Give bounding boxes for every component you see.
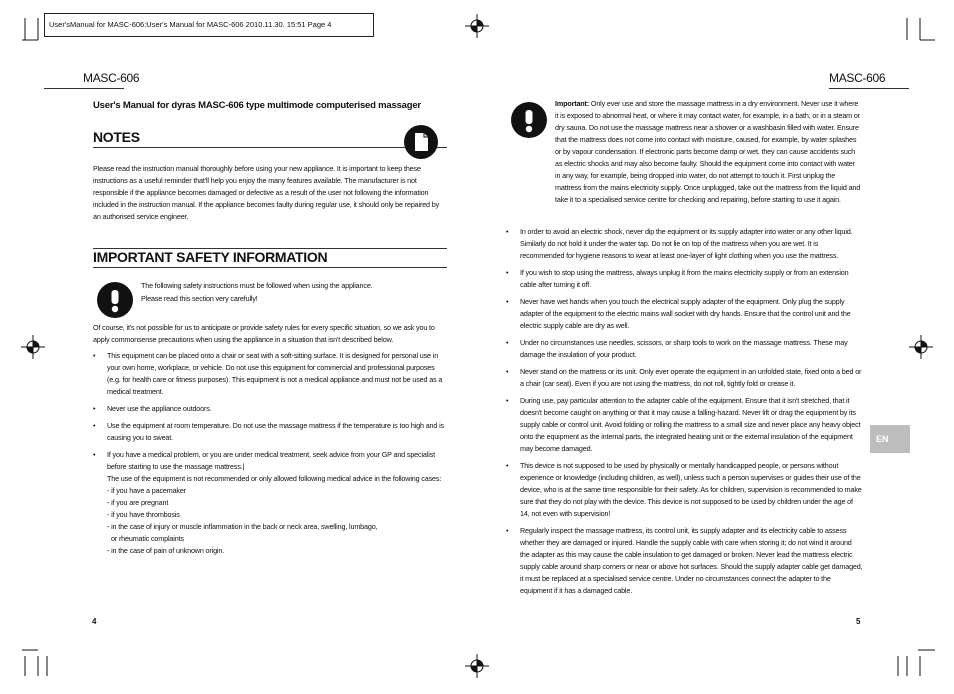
important-text: Only ever use and store the massage mattress in a dry environment. Never use it where it is exposed to abnormal heat, or where it may contact water, for example, in a bath, or in a steam or dry sauna. Do not use the massage mattress near a shower or a washbasin filled with water. Ensure that the mattress does not come into contact with moisture, caused, for example, by water splashes or by vapour condensation. If electronic parts become damp or wet, they can cause accidents such as electric shocks and may also become faulty. Should the equipment come into contact with water in any way, for example, being dropped into water, do not attempt to touch it. First unplug the mattress from the mains electricity supply. Once unplugged, take out the mattress from the liquid and take it to a specialised service centre for checking and repairing, before starting to use it again. (555, 99, 861, 204)
list-item: • If you wish to stop using the mattress, always unplug it from the mains electricity supply or from an extension cable after turning it off. (506, 267, 863, 291)
model-name-left: MASC-606 (83, 71, 140, 85)
case-item: - in the case of pain of unknown origin. (107, 546, 225, 555)
page-number-left: 4 (92, 617, 97, 626)
manual-title: User's Manual for dyras MASC-606 type multimode computerised massager (93, 100, 421, 111)
left-bullet-list (93, 350, 447, 562)
case-item: - in the case of injury or muscle inflammation in the back or neck area, swelling, lumbago, (107, 522, 378, 531)
model-name-right: MASC-606 (829, 71, 886, 85)
safety-paragraph: Of course, it's not possible for us to anticipate or provide safety rules for every specific situation, so we ask you to apply commonsense precautions when using the appliance in a situation that isn't described below. (93, 323, 435, 344)
case-item: - if you have thrombosis (107, 510, 180, 519)
list-item: • Never stand on the mattress or its unit. Only ever operate the equipment in an unfolded state, fixed onto a bed or a chair (car seat). Even if you are not using the mattress, do not roll, tightly fold or crease it. (506, 366, 863, 390)
exclamation-icon (511, 102, 547, 138)
list-item: • During use, pay particular attention to the adapter cable of the equipment. Ensure that it isn't stretched, that it doesn't become caught on anything or that it may cause a falling-hazard. Never lift or drag the equipment by its supply cable or control unit. Avoid folding or rolling the mattress to a small size and never place any heavy object onto the equipment as the internal parts, the integrated heating unit or the external insulation of the equipment may become damaged. (506, 395, 863, 455)
list-item: • This device is not supposed to be used by physically or mentally handicapped people, or persons without experience or knowledge (including children, as well), unless such a person supervises or guides their use of the device, who is at the same time responsible for their safety. As for children, supervision is recommended to make sure that they do not play with the device. This device is not supposed to be used by children under the age of 14, not even with supervision! (506, 460, 863, 520)
document-icon (404, 125, 438, 159)
list-item: • In order to avoid an electric shock, never dip the equipment or its supply adapter into water or any other liquid. Similarly do not hold it under the water tap. Do not lie on top of the mattress when you are wet. It is recommended for hygiene reasons to wear at least one-layer of light clothing when you use the mattress. (506, 226, 863, 262)
safety-heading: IMPORTANT SAFETY INFORMATION (93, 249, 328, 265)
list-item: • Never use the appliance outdoors. (93, 403, 447, 415)
case-item: or rheumatic complaints (111, 534, 184, 543)
list-item: • Regularly inspect the massage mattress, its control unit, its supply adapter and its electricity cable to assess whether they are damaged or injured. Handle the supply cable with care when storing it; do not wind it around the adapter as this may cause the cable insulation to get damaged or broken. Never lead the mattress electric supply cable around sharp corners or near or above hot surfaces. Should the supply adapter cable get damaged, it must be replaced at a specialised service centre. Under no circumstances connect the adapter to the equipment if it has a damaged cable. (506, 525, 863, 597)
medical-cases-intro: The use of the equipment is not recommended or only allowed following medical advice in the following cases: (107, 474, 442, 483)
case-item: - if you are pregnant (107, 498, 169, 507)
important-notice (555, 98, 862, 206)
page-number-right: 5 (856, 617, 861, 626)
notes-heading: NOTES (93, 129, 140, 145)
case-item: - if you have a pacemaker (107, 486, 186, 495)
safety-intro-1: The following safety instructions must be followed when using the appliance. (141, 281, 373, 290)
list-item: • Never have wet hands when you touch the electrical supply adapter of the equipment. Only plug the supply adapter of the equipment to the electric mains wall socket with dry hands. Ensure that the control unit and the electric supply cable are dry as well. (506, 296, 863, 332)
list-item: • This equipment can be placed onto a chair or seat with a soft-sitting surface. It is designed for personal use in your own home, workplace, or vehicle. Do not use this equipment for commercial and professional purposes (e.g. for health care or fitness purposes). This equipment is not a medical appliance and must not be used as a medical treatment. (93, 350, 447, 398)
print-slug: User'sManual for MASC-606:User's Manual for MASC-606 2010.11.30. 15:51 Page 4 (44, 13, 374, 37)
important-label: Important: (555, 99, 590, 108)
exclamation-icon (97, 282, 133, 318)
list-item: • Under no circumstances use needles, scissors, or sharp tools to work on the massage mattress. These may damage the insulation of your product. (506, 337, 863, 361)
notes-rule (93, 147, 447, 148)
list-item (93, 449, 447, 557)
safety-rule-top (93, 248, 447, 249)
header-rule-right (829, 88, 909, 89)
list-item: • Use the equipment at room temperature. Do not use the massage mattress if the temperature is too high and is causing you to sweat. (93, 420, 447, 444)
right-bullet-list (506, 226, 863, 602)
language-tab: EN (870, 425, 910, 453)
header-rule-left (44, 88, 124, 89)
safety-rule-bottom (93, 267, 447, 268)
notes-paragraph: Please read the instruction manual thoroughly before using your new appliance. It is important to keep these instructions as a useful reminder that'll help you enjoy the many features available. The manufacturer is not responsible if the appliance becomes damaged or defective as a result of the user not following the information included in the instruction manual. If the appliance becomes faulty during regular use, it should only be repaired by an authorised service engineer. (93, 164, 440, 221)
safety-intro-2: Please read this section very carefully! (141, 294, 258, 303)
medical-advice-text: • If you have a medical problem, or you are under medical treatment, seek advice from your GP and specialist before starting to use the massage mattress.| (107, 450, 435, 471)
